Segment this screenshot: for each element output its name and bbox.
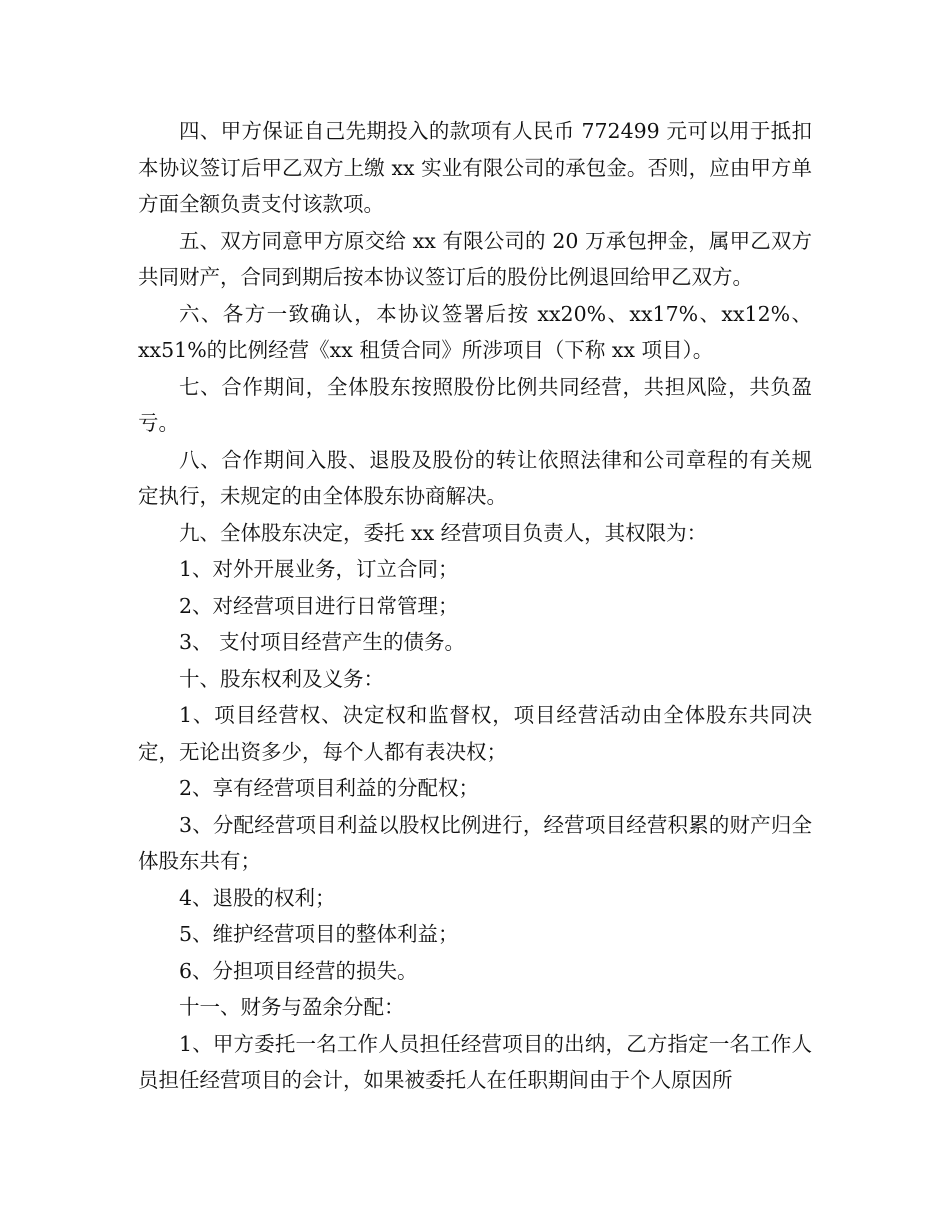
paragraph-clause-4: 四、甲方保证自己先期投入的款项有人民币 772499 元可以用于抵扣本协议签订后甲乙双方上缴 xx 实业有限公司的承包金。否则，应由甲方单方面全额负责支付该款项。 <box>138 119 812 216</box>
list-item-10-4: 4、退股的权利； <box>179 885 336 910</box>
paragraph-clause-9: 九、全体股东决定，委托 xx 经营项目负责人，其权限为： <box>179 520 708 545</box>
list-item-10-5: 5、维护经营项目的整体利益； <box>179 922 459 946</box>
paragraph-clause-11: 十一、财务与盈余分配： <box>179 995 405 1019</box>
list-item-11-1: 1、甲方委托一名工作人员担任经营项目的出纳，乙方指定一名工作人员担任经营项目的会计，如果被委托人在任职期间由于个人原因所 <box>138 1031 812 1092</box>
list-item-10-6: 6、分担项目经营的损失。 <box>179 958 418 983</box>
paragraph-clause-10: 十、股东权利及义务： <box>179 666 384 691</box>
list-item-9-1: 1、对外开展业务，订立合同； <box>179 557 459 581</box>
list-item-9-2: 2、对经营项目进行日常管理； <box>179 593 459 618</box>
list-item-9-3: 3、 支付项目经营产生的债务。 <box>179 630 466 654</box>
list-item-10-3: 3、分配经营项目利益以股权比例进行，经营项目经营积累的财产归全体股东共有； <box>138 812 812 873</box>
paragraph-clause-8: 八、合作期间入股、退股及股份的转让依照法律和公司章程的有关规定执行，未规定的由全体股东协商解决。 <box>138 447 812 508</box>
paragraph-clause-7: 七、合作期间，全体股东按照股份比例共同经营，共担风险，共负盈亏。 <box>138 374 812 435</box>
paragraph-clause-6: 六、各方一致确认，本协议签署后按 xx20%、xx17%、xx12%、xx51%的比例经营《xx 租赁合同》所涉项目（下称 xx 项目）。 <box>138 301 812 362</box>
list-item-10-2: 2、享有经营项目利益的分配权； <box>179 776 480 800</box>
document-body <box>138 113 812 1099</box>
list-item-10-1: 1、项目经营权、决定权和监督权，项目经营活动由全体股东共同决定，无论出资多少，每个人都有表决权； <box>138 703 812 764</box>
paragraph-clause-5: 五、双方同意甲方原交给 xx 有限公司的 20 万承包押金，属甲乙双方共同财产，合同到期后按本协议签订后的股份比例退回给甲乙双方。 <box>138 228 812 289</box>
